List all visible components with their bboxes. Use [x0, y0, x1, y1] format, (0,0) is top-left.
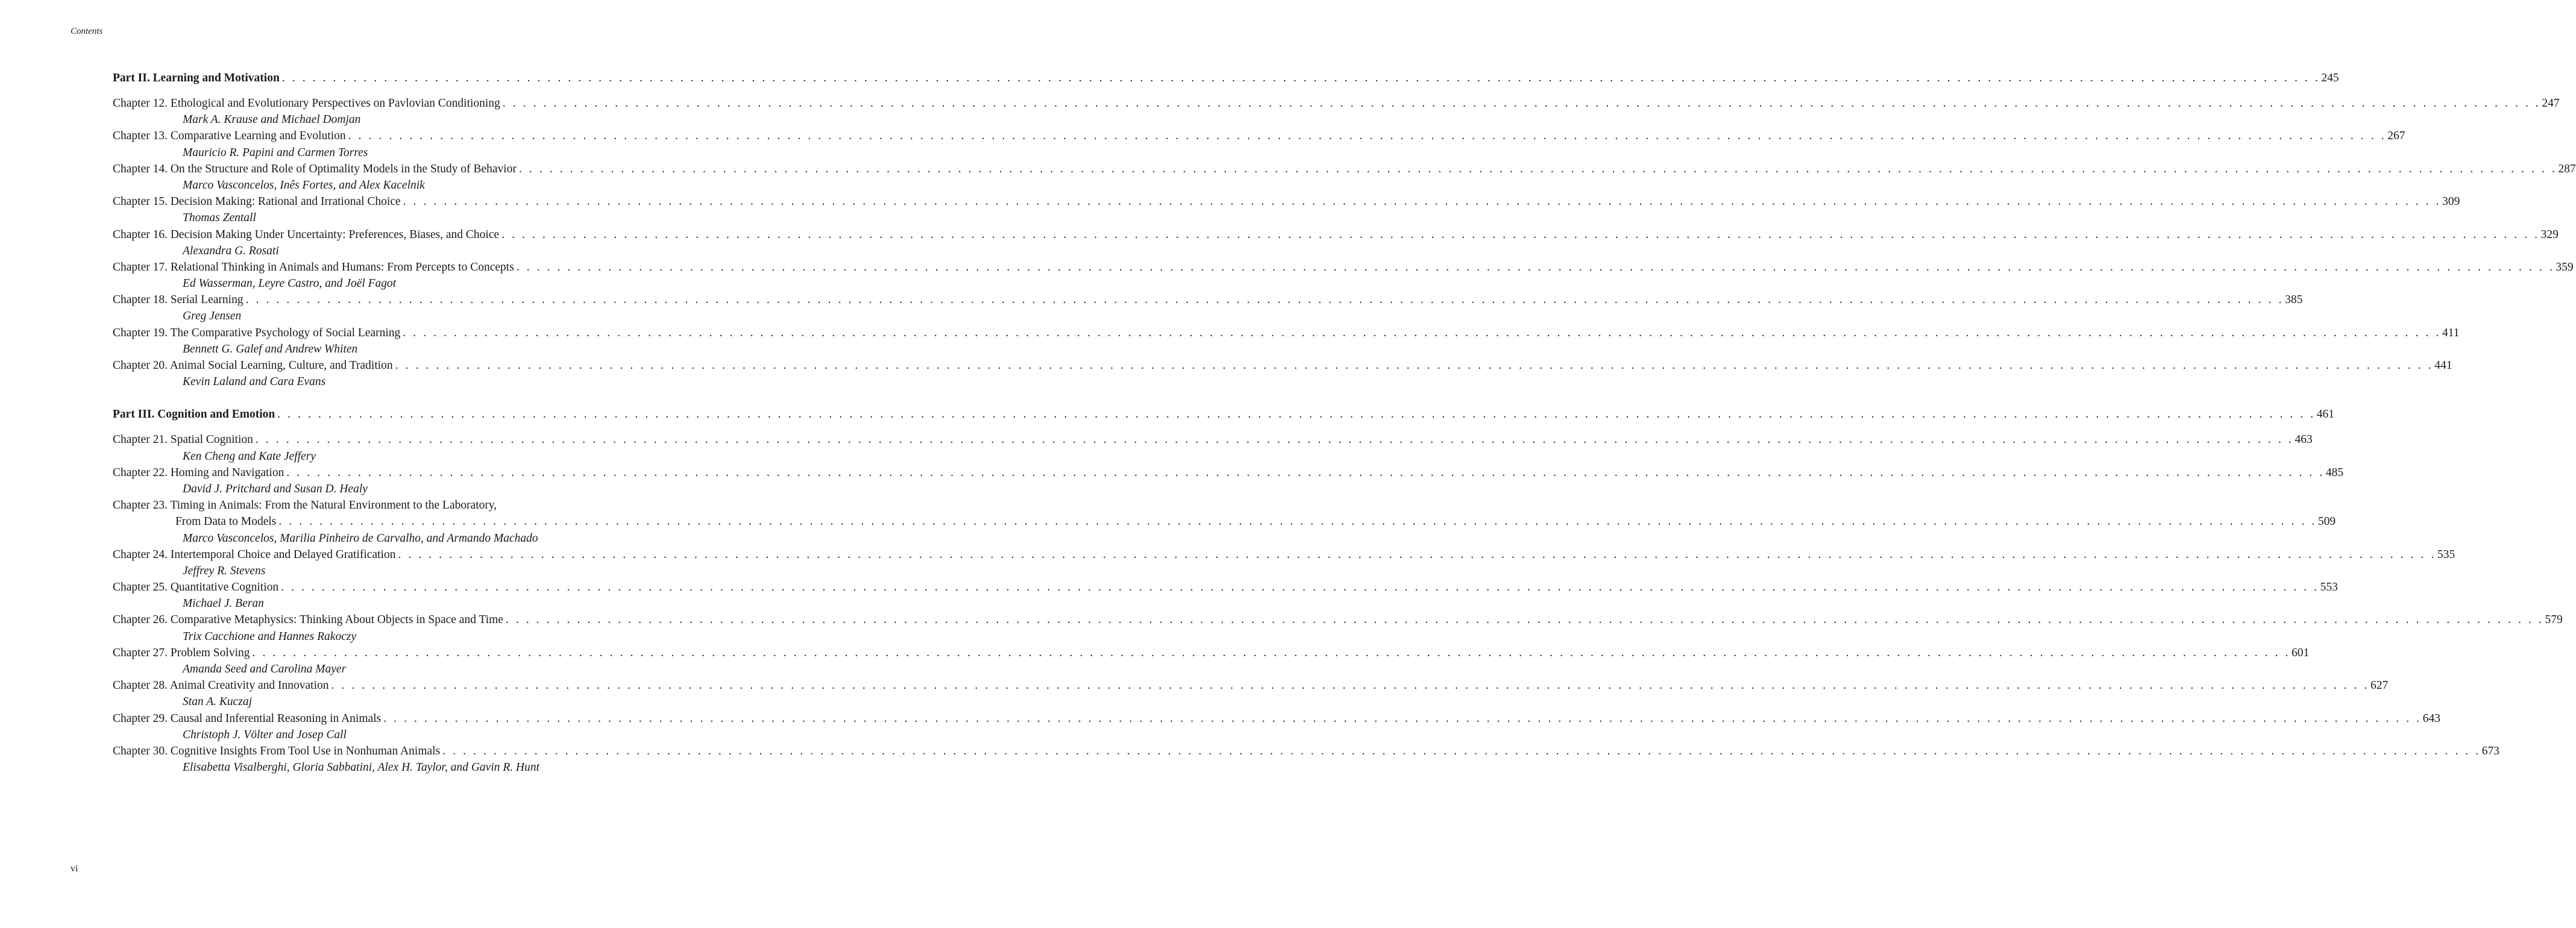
- part-title: Part III. Cognition and Emotion: [113, 408, 275, 421]
- chapter-page-number: 441: [2434, 359, 2452, 372]
- part-title: Part II. Learning and Motivation: [113, 72, 280, 84]
- chapter-authors: Trix Cacchione and Hannes Rakoczy: [183, 630, 357, 643]
- dot-leader: . . . . . . . . . . . . . . . . . . . . . . . . . . . . . . . . . . . . . . . . . . . . . . . . . . . . . . . . . . . . . . . . . . . . . . . . . . . . . . . . . . . . . . . . . . . . . . . . . . . . . . . . . . . . . . . . . . . . . . . . . . . . . . . . . . . . . . . . . . . . . . . . . . . . . . . . . . . . . . . . . . . . . . . . . . . . . . . . . . . . . . . . . . . . . . . . . . . . . . . .: [395, 359, 2434, 372]
- chapter-page-number: 385: [2285, 293, 2303, 307]
- toc-entry: [113, 579, 2338, 612]
- chapter-page-number: 485: [2325, 466, 2344, 479]
- chapter-title-line: [113, 161, 2576, 177]
- part-page-number: 461: [2316, 408, 2335, 421]
- chapter-title-line: [113, 128, 2405, 144]
- chapter-title: Chapter 13. Comparative Learning and Evolution: [113, 130, 346, 143]
- chapter-page-number: 673: [2481, 744, 2499, 757]
- chapter-authors: Marco Vasconcelos, Inês Fortes, and Alex Kacelnik: [183, 178, 425, 192]
- toc-entry: [113, 743, 2499, 776]
- dot-leader: . . . . . . . . . . . . . . . . . . . . . . . . . . . . . . . . . . . . . . . . . . . . . . . . . . . . . . . . . . . . . . . . . . . . . . . . . . . . . . . . . . . . . . . . . . . . . . . . . . . . . . . . . . . . . . . . . . . . . . . . . . . . . . . . . . . . . . . . . . . . . . . . . . . . . . . . . . . . . . . . . . . . . . . . . . . . . . . . . . . . . . . . . . . . . . . . . . . . . . . .: [403, 326, 2441, 339]
- toc-entry: [113, 710, 2440, 743]
- chapter-title-line: [113, 431, 2313, 448]
- part-page-number: 245: [2321, 72, 2339, 84]
- chapter-title: Chapter 25. Quantitative Cognition: [113, 581, 279, 594]
- chapter-title: Chapter 30. Cognitive Insights From Tool Use in Nonhuman Animals: [113, 744, 441, 757]
- dot-leader: . . . . . . . . . . . . . . . . . . . . . . . . . . . . . . . . . . . . . . . . . . . . . . . . . . . . . . . . . . . . . . . . . . . . . . . . . . . . . . . . . . . . . . . . . . . . . . . . . . . . . . . . . . . . . . . . . . . . . . . . . . . . . . . . . . . . . . . . . . . . . . . . . . . . . . . . . . . . . . . . . . . . . . . . . . . . . . . . . . . . . . . . . . . . . . . . . . . . . . . .: [277, 408, 2316, 421]
- chapter-title: Chapter 15. Decision Making: Rational and Irrational Choice: [113, 195, 401, 208]
- dot-leader: . . . . . . . . . . . . . . . . . . . . . . . . . . . . . . . . . . . . . . . . . . . . . . . . . . . . . . . . . . . . . . . . . . . . . . . . . . . . . . . . . . . . . . . . . . . . . . . . . . . . . . . . . . . . . . . . . . . . . . . . . . . . . . . . . . . . . . . . . . . . . . . . . . . . . . . . . . . . . . . . . . . . . . . . . . . . . . . . . . . . . . . . . . . . . . . . . . . . . . . .: [501, 228, 2540, 241]
- chapter-authors: Mark A. Krause and Michael Domjan: [183, 113, 361, 127]
- chapter-authors: Ken Cheng and Kate Jeffery: [183, 450, 316, 463]
- chapter-page-number: 643: [2422, 712, 2440, 725]
- chapter-title-line: [113, 547, 2455, 563]
- chapter-authors: Amanda Seed and Carolina Mayer: [183, 663, 347, 676]
- toc-entry: [113, 612, 2563, 644]
- dot-leader: . . . . . . . . . . . . . . . . . . . . . . . . . . . . . . . . . . . . . . . . . . . . . . . . . . . . . . . . . . . . . . . . . . . . . . . . . . . . . . . . . . . . . . . . . . . . . . . . . . . . . . . . . . . . . . . . . . . . . . . . . . . . . . . . . . . . . . . . . . . . . . . . . . . . . . . . . . . . . . . . . . . . . . . . . . . . . . . . . . . . . . . . . . . . . . . . . . . . . . . .: [252, 646, 2291, 659]
- toc-entry: [113, 161, 2576, 193]
- chapter-page-number: 535: [2437, 548, 2455, 561]
- chapter-page-number: 411: [2442, 326, 2460, 339]
- chapter-authors: Mauricio R. Papini and Carmen Torres: [183, 146, 368, 159]
- toc-entry: [113, 431, 2313, 464]
- toc-entry: [113, 677, 2389, 710]
- chapter-authors: Elisabetta Visalberghi, Gloria Sabbatini, Alex H. Taylor, and Gavin R. Hunt: [183, 761, 540, 774]
- chapter-title: Chapter 23. Timing in Animals: From the Natural Environment to the Laboratory,: [113, 499, 497, 512]
- chapter-page-number: 601: [2292, 646, 2310, 659]
- toc-entry: [113, 259, 2574, 292]
- dot-leader: . . . . . . . . . . . . . . . . . . . . . . . . . . . . . . . . . . . . . . . . . . . . . . . . . . . . . . . . . . . . . . . . . . . . . . . . . . . . . . . . . . . . . . . . . . . . . . . . . . . . . . . . . . . . . . . . . . . . . . . . . . . . . . . . . . . . . . . . . . . . . . . . . . . . . . . . . . . . . . . . . . . . . . . . . . . . . . . . . . . . . . . . . . . . . . . . . . . . . . . .: [348, 130, 2387, 143]
- chapter-title: Chapter 20. Animal Social Learning, Culture, and Tradition: [113, 359, 393, 372]
- chapter-title-line: [113, 612, 2563, 628]
- chapter-title-line: [113, 325, 2460, 341]
- chapter-title: Chapter 22. Homing and Navigation: [113, 466, 284, 479]
- chapter-title: Chapter 19. The Comparative Psychology of Social Learning: [113, 326, 401, 339]
- dot-leader: . . . . . . . . . . . . . . . . . . . . . . . . . . . . . . . . . . . . . . . . . . . . . . . . . . . . . . . . . . . . . . . . . . . . . . . . . . . . . . . . . . . . . . . . . . . . . . . . . . . . . . . . . . . . . . . . . . . . . . . . . . . . . . . . . . . . . . . . . . . . . . . . . . . . . . . . . . . . . . . . . . . . . . . . . . . . . . . . . . . . . . . . . . . . . . . . . . . . . . . .: [442, 744, 2481, 757]
- toc-entry: [113, 497, 2336, 547]
- chapter-title: Chapter 28. Animal Creativity and Innovation: [113, 679, 329, 692]
- chapter-authors: Bennett G. Galef and Andrew Whiten: [183, 342, 358, 356]
- dot-leader: . . . . . . . . . . . . . . . . . . . . . . . . . . . . . . . . . . . . . . . . . . . . . . . . . . . . . . . . . . . . . . . . . . . . . . . . . . . . . . . . . . . . . . . . . . . . . . . . . . . . . . . . . . . . . . . . . . . . . . . . . . . . . . . . . . . . . . . . . . . . . . . . . . . . . . . . . . . . . . . . . . . . . . . . . . . . . . . . . . . . . . . . . . . . . . . . . . . . . . . .: [383, 712, 2422, 725]
- chapter-authors: Kevin Laland and Cara Evans: [183, 375, 326, 389]
- toc-entry: [113, 292, 2303, 324]
- chapter-authors: Thomas Zentall: [183, 212, 256, 225]
- chapter-title-line: [113, 292, 2303, 308]
- spacer: [113, 422, 583, 431]
- dot-leader: . . . . . . . . . . . . . . . . . . . . . . . . . . . . . . . . . . . . . . . . . . . . . . . . . . . . . . . . . . . . . . . . . . . . . . . . . . . . . . . . . . . . . . . . . . . . . . . . . . . . . . . . . . . . . . . . . . . . . . . . . . . . . . . . . . . . . . . . . . . . . . . . . . . . . . . . . . . . . . . . . . . . . . . . . . . . . . . . . . . . . . . . . . . . . . . . . . . . . . . .: [281, 581, 2319, 594]
- chapter-page-number: 463: [2295, 433, 2313, 447]
- chapter-title: Chapter 17. Relational Thinking in Animals and Humans: From Percepts to Concepts: [113, 260, 514, 274]
- chapter-title-line: [113, 259, 2574, 275]
- dot-leader: . . . . . . . . . . . . . . . . . . . . . . . . . . . . . . . . . . . . . . . . . . . . . . . . . . . . . . . . . . . . . . . . . . . . . . . . . . . . . . . . . . . . . . . . . . . . . . . . . . . . . . . . . . . . . . . . . . . . . . . . . . . . . . . . . . . . . . . . . . . . . . . . . . . . . . . . . . . . . . . . . . . . . . . . . . . . . . . . . . . . . . . . . . . . . . . . . . . . . . . .: [281, 72, 2320, 84]
- toc-entry: [113, 547, 2455, 579]
- part-heading: [113, 406, 2335, 422]
- toc-entry: [113, 325, 2460, 357]
- chapter-title-continued: From Data to Models: [175, 515, 277, 528]
- dot-leader: . . . . . . . . . . . . . . . . . . . . . . . . . . . . . . . . . . . . . . . . . . . . . . . . . . . . . . . . . . . . . . . . . . . . . . . . . . . . . . . . . . . . . . . . . . . . . . . . . . . . . . . . . . . . . . . . . . . . . . . . . . . . . . . . . . . . . . . . . . . . . . . . . . . . . . . . . . . . . . . . . . . . . . . . . . . . . . . . . . . . . . . . . . . . . . . . . . . . . . . .: [255, 433, 2294, 447]
- spacer: [113, 86, 583, 95]
- chapter-title-line: [113, 357, 2452, 374]
- chapter-page-number: 309: [2442, 195, 2460, 208]
- page-number: vi: [71, 864, 78, 874]
- chapter-title: Chapter 12. Ethological and Evolutionary Perspectives on Pavlovian Conditioning: [113, 97, 500, 110]
- chapter-title-line: [113, 513, 2336, 530]
- chapter-authors: Jeffrey R. Stevens: [183, 564, 266, 577]
- chapter-title: Chapter 21. Spatial Cognition: [113, 433, 253, 447]
- dot-leader: . . . . . . . . . . . . . . . . . . . . . . . . . . . . . . . . . . . . . . . . . . . . . . . . . . . . . . . . . . . . . . . . . . . . . . . . . . . . . . . . . . . . . . . . . . . . . . . . . . . . . . . . . . . . . . . . . . . . . . . . . . . . . . . . . . . . . . . . . . . . . . . . . . . . . . . . . . . . . . . . . . . . . . . . . . . . . . . . . . . . . . . . . . . . . . . . . . . . . . . .: [286, 466, 2325, 479]
- chapter-title-line: [113, 497, 583, 513]
- chapter-authors: Greg Jensen: [183, 310, 242, 323]
- chapter-title-line: [113, 465, 2344, 481]
- toc-entry: [113, 465, 2344, 497]
- running-head: Contents: [71, 27, 103, 36]
- toc-entry: [113, 193, 2460, 226]
- chapter-authors: David J. Pritchard and Susan D. Healy: [183, 482, 368, 495]
- dot-leader: . . . . . . . . . . . . . . . . . . . . . . . . . . . . . . . . . . . . . . . . . . . . . . . . . . . . . . . . . . . . . . . . . . . . . . . . . . . . . . . . . . . . . . . . . . . . . . . . . . . . . . . . . . . . . . . . . . . . . . . . . . . . . . . . . . . . . . . . . . . . . . . . . . . . . . . . . . . . . . . . . . . . . . . . . . . . . . . . . . . . . . . . . . . . . . . . . . . . . . . .: [505, 613, 2544, 627]
- chapter-page-number: 579: [2545, 613, 2563, 627]
- chapter-title-line: [113, 95, 2560, 111]
- dot-leader: . . . . . . . . . . . . . . . . . . . . . . . . . . . . . . . . . . . . . . . . . . . . . . . . . . . . . . . . . . . . . . . . . . . . . . . . . . . . . . . . . . . . . . . . . . . . . . . . . . . . . . . . . . . . . . . . . . . . . . . . . . . . . . . . . . . . . . . . . . . . . . . . . . . . . . . . . . . . . . . . . . . . . . . . . . . . . . . . . . . . . . . . . . . . . . . . . . . . . . . .: [331, 679, 2370, 692]
- chapter-authors: Michael J. Beran: [183, 597, 264, 610]
- chapter-title: Chapter 16. Decision Making Under Uncertainty: Preferences, Biases, and Choice: [113, 228, 500, 241]
- toc-entry: [113, 227, 2559, 259]
- dot-leader: . . . . . . . . . . . . . . . . . . . . . . . . . . . . . . . . . . . . . . . . . . . . . . . . . . . . . . . . . . . . . . . . . . . . . . . . . . . . . . . . . . . . . . . . . . . . . . . . . . . . . . . . . . . . . . . . . . . . . . . . . . . . . . . . . . . . . . . . . . . . . . . . . . . . . . . . . . . . . . . . . . . . . . . . . . . . . . . . . . . . . . . . . . . . . . . . . . . . . . . .: [398, 548, 2436, 561]
- chapter-authors: Alexandra G. Rosati: [183, 244, 279, 257]
- chapter-authors: Ed Wasserman, Leyre Castro, and Joël Fagot: [183, 277, 397, 290]
- chapter-title-line: [113, 743, 2499, 759]
- chapter-title-line: [113, 710, 2440, 727]
- dot-leader: . . . . . . . . . . . . . . . . . . . . . . . . . . . . . . . . . . . . . . . . . . . . . . . . . . . . . . . . . . . . . . . . . . . . . . . . . . . . . . . . . . . . . . . . . . . . . . . . . . . . . . . . . . . . . . . . . . . . . . . . . . . . . . . . . . . . . . . . . . . . . . . . . . . . . . . . . . . . . . . . . . . . . . . . . . . . . . . . . . . . . . . . . . . . . . . . . . . . . . . .: [518, 162, 2557, 175]
- dot-leader: . . . . . . . . . . . . . . . . . . . . . . . . . . . . . . . . . . . . . . . . . . . . . . . . . . . . . . . . . . . . . . . . . . . . . . . . . . . . . . . . . . . . . . . . . . . . . . . . . . . . . . . . . . . . . . . . . . . . . . . . . . . . . . . . . . . . . . . . . . . . . . . . . . . . . . . . . . . . . . . . . . . . . . . . . . . . . . . . . . . . . . . . . . . . . . . . . . . . . . . .: [403, 195, 2442, 208]
- chapter-authors: Stan A. Kuczaj: [183, 695, 253, 709]
- chapter-title: Chapter 18. Serial Learning: [113, 293, 243, 307]
- chapter-page-number: 267: [2387, 130, 2405, 143]
- dot-leader: . . . . . . . . . . . . . . . . . . . . . . . . . . . . . . . . . . . . . . . . . . . . . . . . . . . . . . . . . . . . . . . . . . . . . . . . . . . . . . . . . . . . . . . . . . . . . . . . . . . . . . . . . . . . . . . . . . . . . . . . . . . . . . . . . . . . . . . . . . . . . . . . . . . . . . . . . . . . . . . . . . . . . . . . . . . . . . . . . . . . . . . . . . . . . . . . . . . . . . . .: [516, 260, 2555, 274]
- spacer: [113, 390, 583, 406]
- chapter-page-number: 287: [2558, 162, 2576, 175]
- chapter-title-line: [113, 193, 2460, 210]
- toc-entry: [113, 357, 2452, 390]
- chapter-title-line: [113, 677, 2389, 694]
- chapter-title: Chapter 27. Problem Solving: [113, 646, 250, 659]
- chapter-page-number: 553: [2320, 581, 2338, 594]
- chapter-page-number: 247: [2542, 97, 2560, 110]
- part-heading: [113, 70, 2339, 86]
- chapter-authors: Marco Vasconcelos, Marilia Pinheiro de Carvalho, and Armando Machado: [183, 531, 538, 545]
- chapter-page-number: 627: [2370, 679, 2389, 692]
- toc-entry: [113, 645, 2310, 677]
- chapter-title: Chapter 24. Intertemporal Choice and Delayed Gratification: [113, 548, 396, 561]
- dot-leader: . . . . . . . . . . . . . . . . . . . . . . . . . . . . . . . . . . . . . . . . . . . . . . . . . . . . . . . . . . . . . . . . . . . . . . . . . . . . . . . . . . . . . . . . . . . . . . . . . . . . . . . . . . . . . . . . . . . . . . . . . . . . . . . . . . . . . . . . . . . . . . . . . . . . . . . . . . . . . . . . . . . . . . . . . . . . . . . . . . . . . . . . . . . . . . . . . . . . . . . .: [502, 97, 2541, 110]
- chapter-authors: Christoph J. Völter and Josep Call: [183, 728, 347, 741]
- table-of-contents: [113, 70, 2576, 776]
- chapter-page-number: 509: [2317, 515, 2336, 528]
- chapter-title: Chapter 26. Comparative Metaphysics: Thinking About Objects in Space and Time: [113, 613, 503, 627]
- chapter-page-number: 359: [2556, 260, 2574, 274]
- chapter-page-number: 329: [2540, 228, 2559, 241]
- chapter-title: Chapter 29. Causal and Inferential Reasoning in Animals: [113, 712, 382, 725]
- chapter-title: Chapter 14. On the Structure and Role of Optimality Models in the Study of Behavior: [113, 162, 517, 175]
- chapter-title-line: [113, 645, 2310, 661]
- chapter-title-line: [113, 579, 2338, 595]
- toc-entry: [113, 95, 2560, 128]
- dot-leader: . . . . . . . . . . . . . . . . . . . . . . . . . . . . . . . . . . . . . . . . . . . . . . . . . . . . . . . . . . . . . . . . . . . . . . . . . . . . . . . . . . . . . . . . . . . . . . . . . . . . . . . . . . . . . . . . . . . . . . . . . . . . . . . . . . . . . . . . . . . . . . . . . . . . . . . . . . . . . . . . . . . . . . . . . . . . . . . . . . . . . . . . . . . . . . . . . . . . . . . .: [278, 515, 2317, 528]
- dot-leader: . . . . . . . . . . . . . . . . . . . . . . . . . . . . . . . . . . . . . . . . . . . . . . . . . . . . . . . . . . . . . . . . . . . . . . . . . . . . . . . . . . . . . . . . . . . . . . . . . . . . . . . . . . . . . . . . . . . . . . . . . . . . . . . . . . . . . . . . . . . . . . . . . . . . . . . . . . . . . . . . . . . . . . . . . . . . . . . . . . . . . . . . . . . . . . . . . . . . . . . .: [245, 293, 2284, 307]
- chapter-title-line: [113, 227, 2559, 243]
- toc-entry: [113, 128, 2405, 160]
